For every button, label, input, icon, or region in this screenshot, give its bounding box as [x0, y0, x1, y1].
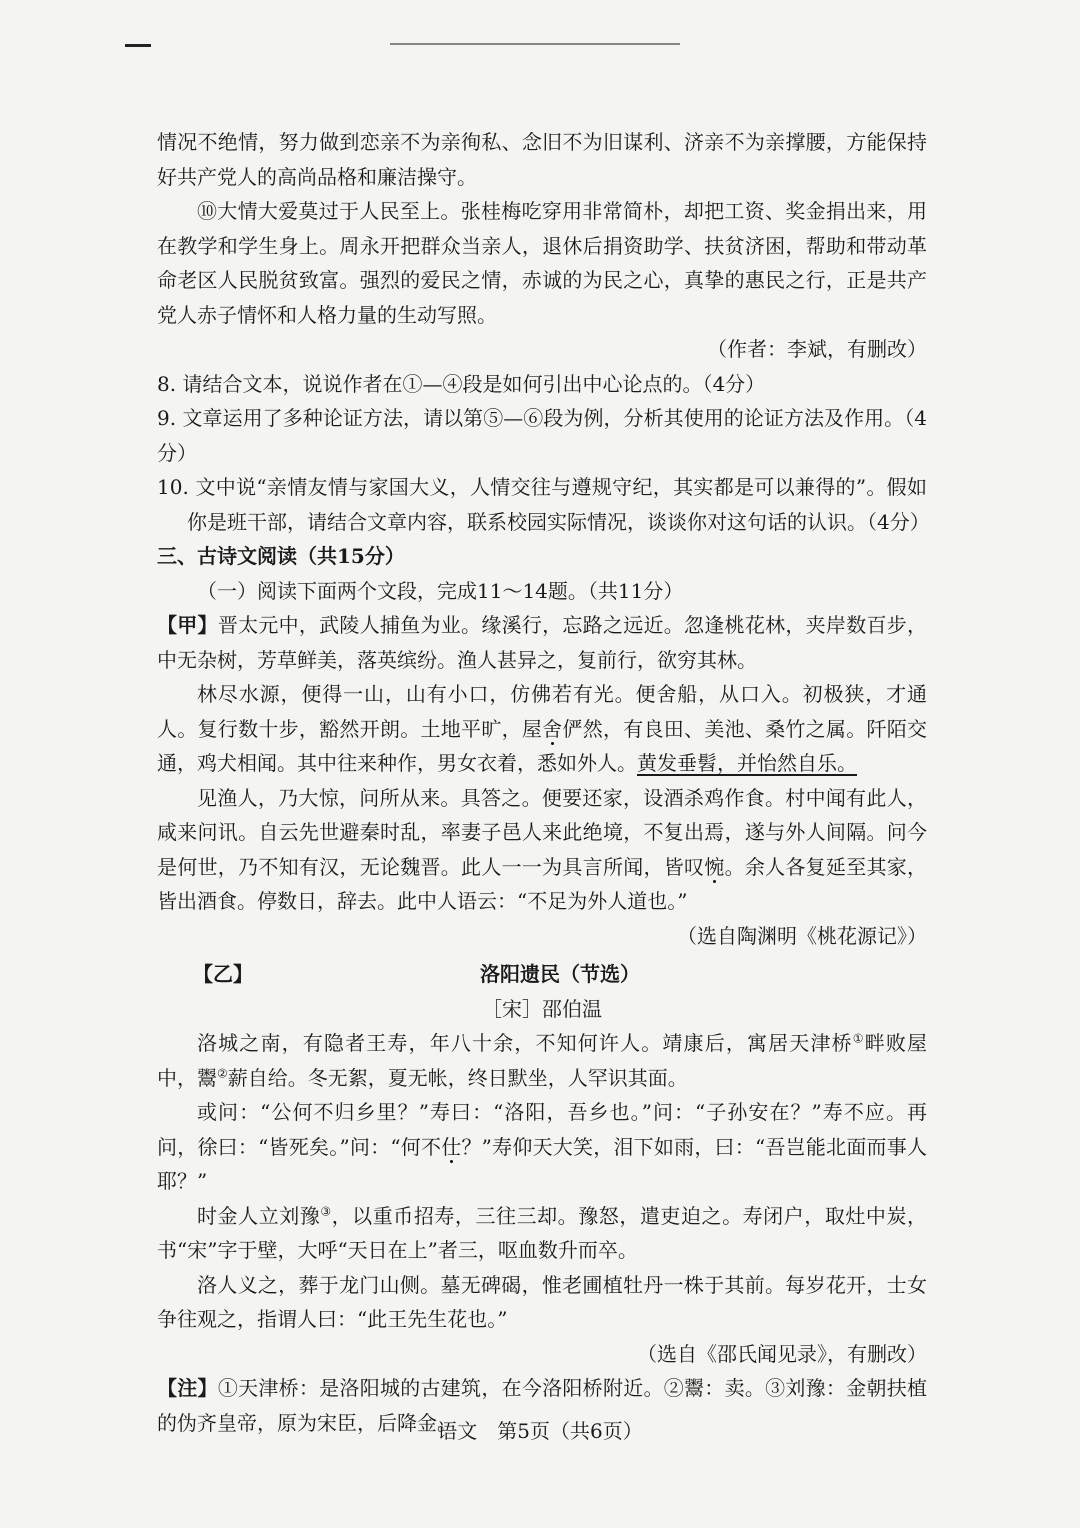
jia-paragraph-1: [157, 608, 927, 677]
source-citation-3: （选自《邵氏闻见录》，有删改）: [637, 1341, 927, 1366]
section-heading-3: 三、古诗文阅读（共15分）: [157, 544, 405, 568]
header-rule-left: [125, 44, 151, 47]
yi-paragraph-3: [157, 1199, 927, 1268]
question-8: 8. 请结合文本，说说作者在①—④段是如何引出中心论点的。（4分）: [157, 371, 766, 396]
yi-text-3a: 时金人立刘豫: [197, 1203, 321, 1228]
yi-paragraph-4: 洛人义之，葬于龙门山侧。墓无碑碣，惟老圃植牡丹一株于其前。每岁花开，士女争往观之，指谓人曰：“此王先生花也。”: [157, 1272, 927, 1331]
jia-paragraph-2: [157, 677, 927, 781]
footnote-marker: ②: [217, 1065, 228, 1080]
question-10: 10. 文中说“亲情友情与家国大义，人情交往与遵规守纪，其实都是可以兼得的”。假如你是班干部，请结合文章内容，联系校园实际情况，谈谈你对这句话的认识。（4分）: [157, 475, 930, 534]
yi-text-3b: ，以重币招寿，三往三却。豫怒，遣吏迫之。寿闭户，取灶中炭，书“宋”字于壁，大呼“天日在上”者三，呕血数升而卒。: [157, 1203, 928, 1262]
notes-text: ①天津桥：是洛阳城的古建筑，在今洛阳桥附近。②鬻：卖。③刘豫：金朝扶植的伪齐皇帝，原为宋臣，后降金。: [157, 1376, 928, 1435]
yi-paragraph-2: [157, 1095, 927, 1199]
dotted-char: 仕: [441, 1134, 462, 1159]
yi-text-2b: ？”寿仰天大笑，泪下如雨，曰：“吾岂能北面而事人耶？”: [157, 1134, 927, 1193]
yi-text-2a: 或问：“公何不归乡里？”寿曰：“洛阳，吾乡也。”问：“子孙安在？”寿不应。再问，徐曰：“皆死矣。”问：“何不: [157, 1100, 927, 1159]
jia-text-1: 晋太元中，武陵人捕鱼为业。缘溪行，忘路之远近。忽逢桃花林，夹岸数百步，中无杂树，芳草鲜美，落英缤纷。渔人甚异之，复前行，欲穷其林。: [157, 613, 928, 672]
source-citation-1: （作者：李斌，有删改）: [707, 337, 927, 361]
jia-label: 【甲】: [157, 613, 218, 637]
question-9: 9. 文章运用了多种论证方法，请以第⑤—⑥段为例，分析其使用的论证方法及作用。（4分）: [157, 406, 927, 465]
page-footer: 语文 第5页（共6页）: [437, 1419, 643, 1443]
yi-text-1c: 薪自给。冬无絮，夏无帐，终日默坐，人罕识其面。: [227, 1065, 688, 1090]
paragraph-continued: 情况不绝情，努力做到恋亲不为亲徇私、念旧不为旧谋利、济亲不为亲撑腰，方能保持好共产党人的高尚品格和廉洁操守。: [157, 130, 927, 189]
yi-title: 洛阳遗民（节选）: [480, 962, 640, 986]
yi-label: 【乙】: [193, 962, 253, 986]
jia-paragraph-3: [157, 781, 927, 919]
yi-title-row: [157, 957, 927, 992]
footnote-marker: ③: [320, 1203, 332, 1218]
header-rule-right: [390, 43, 680, 45]
source-citation-2: （选自陶渊明《桃花源记》）: [677, 923, 927, 948]
subsection-heading-1: （一）阅读下面两个文段，完成11～14题。（共11分）: [197, 578, 684, 603]
dotted-char: 舍: [542, 716, 563, 741]
exam-page: [157, 125, 930, 1440]
footnote-marker: ①: [852, 1031, 865, 1046]
underlined-sentence: 黄发垂髫，并怡然自乐。: [637, 751, 857, 775]
jia-text-2b: 俨然，有良田、美池、桑竹之属。阡陌交通，鸡犬相闻。其中往来种作，男女衣着，悉如外人。: [157, 716, 928, 775]
yi-author: ［宋］邵伯温: [482, 996, 602, 1021]
dotted-char: 惋: [704, 854, 725, 879]
jia-text-3a: 见渔人，乃大惊，问所从来。具答之。便要还家，设酒杀鸡作食。村中闻有此人，咸来问讯。自云先世避秦时乱，率妻子邑人来此绝境，不复出焉，遂与外人间隔。问今是何世，乃不知有汉，无论魏晋。此人一一为具言所闻，皆叹: [157, 785, 927, 879]
yi-text-1a: 洛城之南，有隐者王寿，年八十余，不知何许人。靖康后，寓居天津桥: [197, 1031, 853, 1055]
yi-paragraph-1: [157, 1026, 927, 1095]
note-label: 【注】: [157, 1376, 218, 1400]
paragraph-10: ⑩大情大爱莫过于人民至上。张桂梅吃穿用非常简朴，却把工资、奖金捐出来，用在教学和学生身上。周永开把群众当亲人，退休后捐资助学、扶贫济困，帮助和带动革命老区人民脱贫致富。强烈的爱民之情，赤诚的为民之心，真挚的惠民之行，正是共产党人赤子情怀和人格力量的生动写照。: [157, 199, 927, 327]
jia-text-2a: 林尽水源，便得一山，山有小口，仿佛若有光。便舍船，从口入。初极狭，才通人。复行数十步，豁然开朗。土地平旷，屋: [157, 682, 927, 741]
yi-text-1b: 畔败屋中，鬻: [157, 1031, 928, 1090]
jia-text-3b: 。余人各复延至其家，皆出酒食。停数日，辞去。此中人语云：“不足为外人道也。”: [157, 854, 928, 913]
